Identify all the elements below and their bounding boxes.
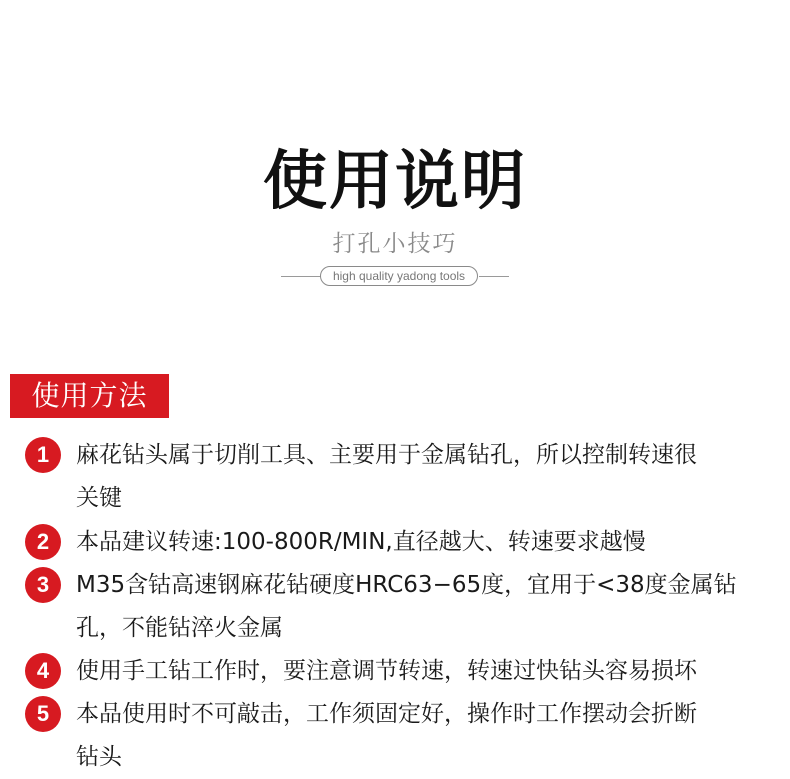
tagline-badge: high quality yadong tools — [320, 266, 478, 286]
step-number-badge: 2 — [25, 524, 61, 560]
step-number-badge: 1 — [25, 437, 61, 473]
step-text-line: 钻头 — [76, 744, 122, 770]
step-text — [76, 434, 776, 520]
step-number-badge: 5 — [25, 696, 61, 732]
step-text — [76, 650, 776, 693]
step-text — [76, 521, 776, 564]
step-number-badge: 4 — [25, 653, 61, 689]
step-text-line: 关键 — [76, 485, 122, 511]
step-text-line: 孔，不能钻淬火金属 — [76, 615, 283, 641]
step-text — [76, 693, 776, 779]
step-text — [76, 564, 776, 650]
step-text-line: 本品建议转速:100-800R/MIN,直径越大、转速要求越慢 — [76, 529, 646, 555]
step-number-badge: 3 — [25, 567, 61, 603]
page-subtitle: 打孔小技巧 — [332, 231, 458, 257]
tagline-left-divider — [281, 276, 321, 277]
tagline-right-divider — [479, 276, 509, 277]
step-text-line: 使用手工钻工作时，要注意调节转速，转速过快钻头容易损坏 — [76, 658, 697, 684]
step-text-line: M35含钴高速钢麻花钻硬度HRC63−65度，宜用于<38度金属钻 — [76, 572, 737, 598]
section-header: 使用方法 — [10, 374, 169, 418]
page-title: 使用说明 — [263, 145, 527, 219]
tagline-row — [0, 266, 790, 288]
step-text-line: 麻花钻头属于切削工具、主要用于金属钻孔，所以控制转速很 — [76, 442, 697, 468]
step-text-line: 本品使用时不可敲击，工作须固定好，操作时工作摆动会折断 — [76, 701, 697, 727]
